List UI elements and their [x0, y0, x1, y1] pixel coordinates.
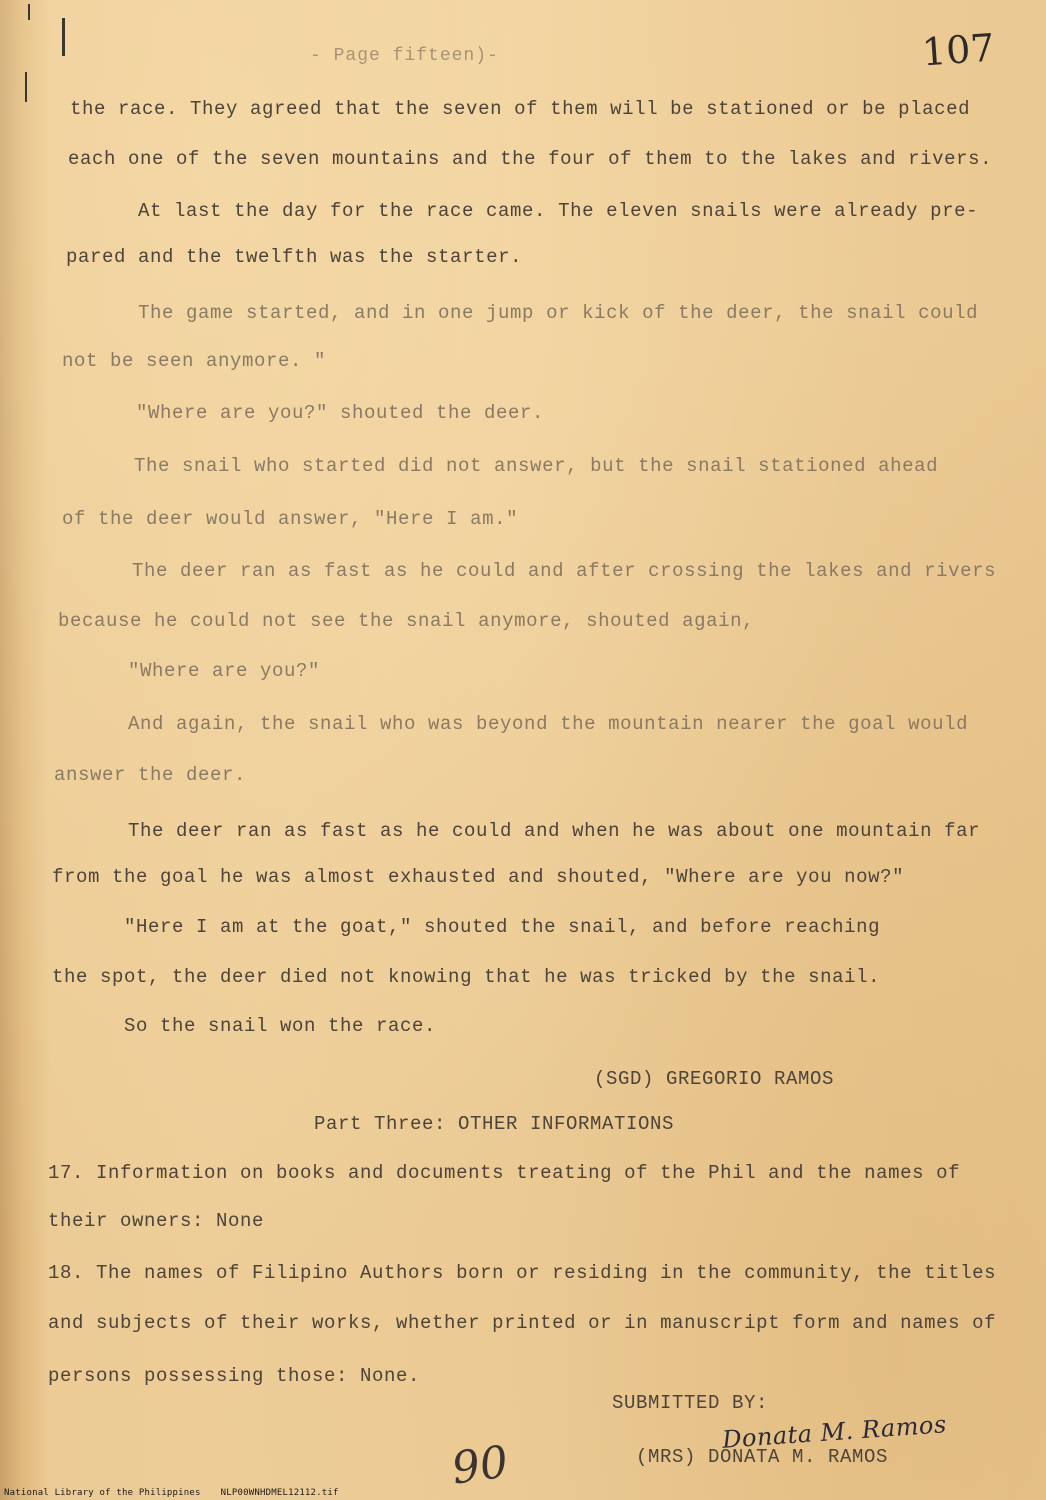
body-line: "Where are you?" shouted the deer.: [136, 402, 545, 424]
submitter-name: (MRS) DONATA M. RAMOS: [636, 1446, 889, 1468]
body-line: And again, the snail who was beyond the mountain nearer the goal would: [128, 713, 969, 735]
body-line: from the goal he was almost exhausted and shouted, "Where are you now?": [52, 866, 905, 888]
body-line: not be seen anymore. ": [62, 350, 327, 372]
part-heading: Part Three: OTHER INFORMATIONS: [314, 1113, 675, 1135]
body-line: the race. They agreed that the seven of them will be stationed or be placed: [70, 98, 971, 120]
body-line: each one of the seven mountains and the four of them to the lakes and rivers.: [68, 148, 993, 170]
page-title: - Page fifteen)-: [310, 46, 499, 66]
body-line: At last the day for the race came. The eleven snails were already pre-: [138, 200, 979, 222]
margin-mark: [28, 4, 30, 20]
body-line: "Here I am at the goat," shouted the snail, and before reaching: [124, 916, 881, 938]
signed-line: (SGD) GREGORIO RAMOS: [594, 1068, 835, 1090]
body-line: pared and the twelfth was the starter.: [66, 246, 523, 268]
item-line: 18. The names of Filipino Authors born or residing in the community, the titles: [48, 1262, 997, 1284]
body-line: "Where are you?": [128, 660, 321, 682]
body-line: The deer ran as fast as he could and when he was about one mountain far: [128, 820, 981, 842]
scan-footer: [4, 1488, 339, 1498]
item-line: persons possessing those: None.: [48, 1365, 421, 1387]
body-line: of the deer would answer, "Here I am.": [62, 508, 519, 530]
handwritten-number: 90: [448, 1436, 512, 1495]
item-line: their owners: None: [48, 1210, 265, 1232]
page-number: 107: [920, 25, 996, 75]
margin-mark: [25, 72, 27, 102]
body-line: because he could not see the snail anymore, shouted again,: [58, 610, 755, 632]
body-line: the spot, the deer died not knowing that he was tricked by the snail.: [52, 966, 881, 988]
handwritten-signature: Donata M. Ramos: [721, 1410, 948, 1454]
body-line: answer the deer.: [54, 764, 247, 786]
body-line: The game started, and in one jump or kick of the deer, the snail could: [138, 302, 979, 324]
footer-filename: NLP00WNHDMEL12112.tif: [220, 1488, 339, 1498]
footer-source: National Library of the Philippines: [4, 1488, 201, 1498]
submitted-by-label: SUBMITTED BY:: [612, 1392, 769, 1414]
body-line: The deer ran as fast as he could and after crossing the lakes and rivers: [132, 560, 997, 582]
body-line: The snail who started did not answer, but the snail stationed ahead: [134, 455, 939, 477]
item-line: 17. Information on books and documents treating of the Phil and the names of: [48, 1162, 961, 1184]
margin-mark: [62, 18, 65, 56]
body-line: So the snail won the race.: [124, 1015, 437, 1037]
item-line: and subjects of their works, whether printed or in manuscript form and names of: [48, 1312, 997, 1334]
